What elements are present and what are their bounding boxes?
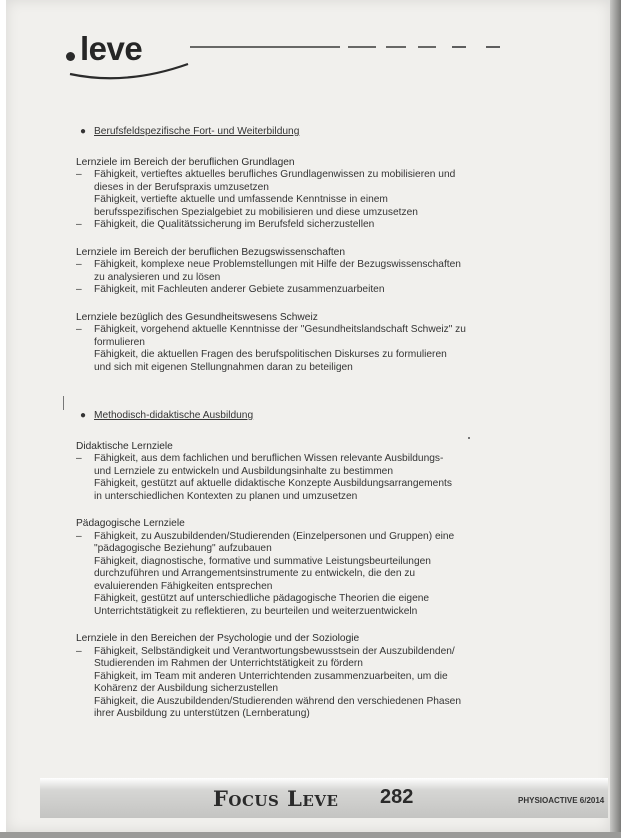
list-item-continuation: und Lernziele zu entwickeln und Ausbildungsinhalte zu bestimmen <box>94 465 394 477</box>
bullet-icon: ● <box>80 410 87 421</box>
list-item-continuation: "pädagogische Beziehung" aufzubauen <box>94 543 272 554</box>
group-heading: Pädagogische Lernziele <box>76 518 185 529</box>
group-heading: Lernziele im Bereich der beruflichen Bezugswissenschaften <box>76 246 345 258</box>
logo-swoosh-icon <box>66 56 196 80</box>
list-item-continuation: Kohärenz der Ausbildung sicherzustellen <box>94 683 279 694</box>
list-item-continuation: Fähigkeit, gestützt auf unterschiedliche pädagogische Theorien die eigene <box>94 593 430 604</box>
logo-text: leve <box>80 30 143 67</box>
list-item: – Fähigkeit, komplexe neue Problemstellungen mit Hilfe der Bezugswissenschaften <box>76 259 461 270</box>
group-heading: Lernziele im Bereich der beruflichen Grundlagen <box>76 156 295 168</box>
group-heading: Lernziele bezüglich des Gesundheitswesens Schweiz <box>76 311 318 323</box>
list-item-continuation: evaluierenden Fähigkeiten entsprechen <box>94 580 273 592</box>
list-item-continuation: Fähigkeit, gestützt auf aktuelle didaktische Konzepte Ausbildungsarrangements <box>94 478 452 489</box>
section-title: Methodisch-didaktische Ausbildung <box>94 410 254 421</box>
list-item-continuation: durchzuführen und Arrangementsinstrumente zu entwickeln, die den zu <box>94 568 416 579</box>
list-item-continuation: zu analysieren und zu lösen <box>94 271 221 283</box>
document-body <box>76 126 534 721</box>
list-item-continuation: Unterrichtstätigkeit zu reflektieren, zu beurteilen und weiterzuentwickeln <box>94 605 418 617</box>
list-item-continuation: in unterschiedlichen Kontexten zu planen und umzusetzen <box>94 490 358 502</box>
list-item: – Fähigkeit, zu Auszubildenden/Studierenden (Einzelpersonen und Gruppen) eine <box>76 530 455 542</box>
list-item-continuation: ihrer Ausbildung zu unterstützen (Lernberatung) <box>94 708 310 719</box>
page-bottom-edge <box>0 832 621 838</box>
section-heading <box>80 126 534 139</box>
footer-publication: PHYSIOACTIVE 6/2014 <box>518 796 605 805</box>
list-item-continuation: Fähigkeit, diagnostische, formative und summative Leistungsbeurteilungen <box>94 555 431 567</box>
list-item: – Fähigkeit, aus dem fachlichen und beruflichen Wissen relevante Ausbildungs- <box>76 453 444 464</box>
leve-logo <box>66 30 196 80</box>
list-item: – Fähigkeit, Selbständigkeit und Verantwortungsbewusstsein der Auszubildenden/ <box>76 645 455 657</box>
page-edge-shadow <box>610 0 621 838</box>
header-dash-rule <box>190 44 520 50</box>
list-item-continuation: Fähigkeit, im Team mit anderen Unterrichtenden zusammenzuarbeiten, um die <box>94 670 448 682</box>
list-item: – Fähigkeit, mit Fachleuten anderer Gebiete zusammenzuarbeiten <box>76 284 385 295</box>
list-item-continuation: Fähigkeit, die aktuellen Fragen des berufspolitischen Diskurses zu formulieren <box>94 349 447 360</box>
list-item: – Fähigkeit, die Qualitätssicherung im Berufsfeld sicherzustellen <box>76 219 375 230</box>
scan-speck <box>63 396 64 410</box>
footer-title: Focus Leve <box>213 786 339 811</box>
group-heading: Didaktische Lernziele <box>76 440 173 452</box>
list-item-continuation: formulieren <box>94 336 145 348</box>
list-item: – Fähigkeit, vorgehend aktuelle Kenntnisse der "Gesundheitslandschaft Schweiz" zu <box>76 324 466 335</box>
list-item-continuation: berufsspezifischen Spezialgebiet zu mobilisieren und diese umzusetzen <box>94 206 418 218</box>
section-heading <box>80 410 534 423</box>
group-heading: Lernziele in den Bereichen der Psychologie und der Soziologie <box>76 633 360 644</box>
page-number: 282 <box>380 786 414 808</box>
list-item-continuation: dieses in der Berufspraxis umzusetzen <box>94 181 269 193</box>
bullet-icon: ● <box>80 126 87 137</box>
list-item-continuation: Fähigkeit, die Auszubildenden/Studierenden während den verschiedenen Phasen <box>94 695 462 707</box>
list-item-continuation: Studierenden im Rahmen der Unterrichtstätigkeit zu fördern <box>94 658 363 669</box>
list-item-continuation: und sich mit eigenen Stellungnahmen daran zu beteiligen <box>94 361 353 373</box>
section-title: Berufsfeldspezifische Fort- und Weiterbildung <box>94 126 300 137</box>
list-item: – Fähigkeit, vertieftes aktuelles berufliches Grundlagenwissen zu mobilisieren und <box>76 169 456 180</box>
scan-speck <box>468 437 470 439</box>
list-item-continuation: Fähigkeit, vertiefte aktuelle und umfassende Kenntnisse in einem <box>94 194 388 205</box>
